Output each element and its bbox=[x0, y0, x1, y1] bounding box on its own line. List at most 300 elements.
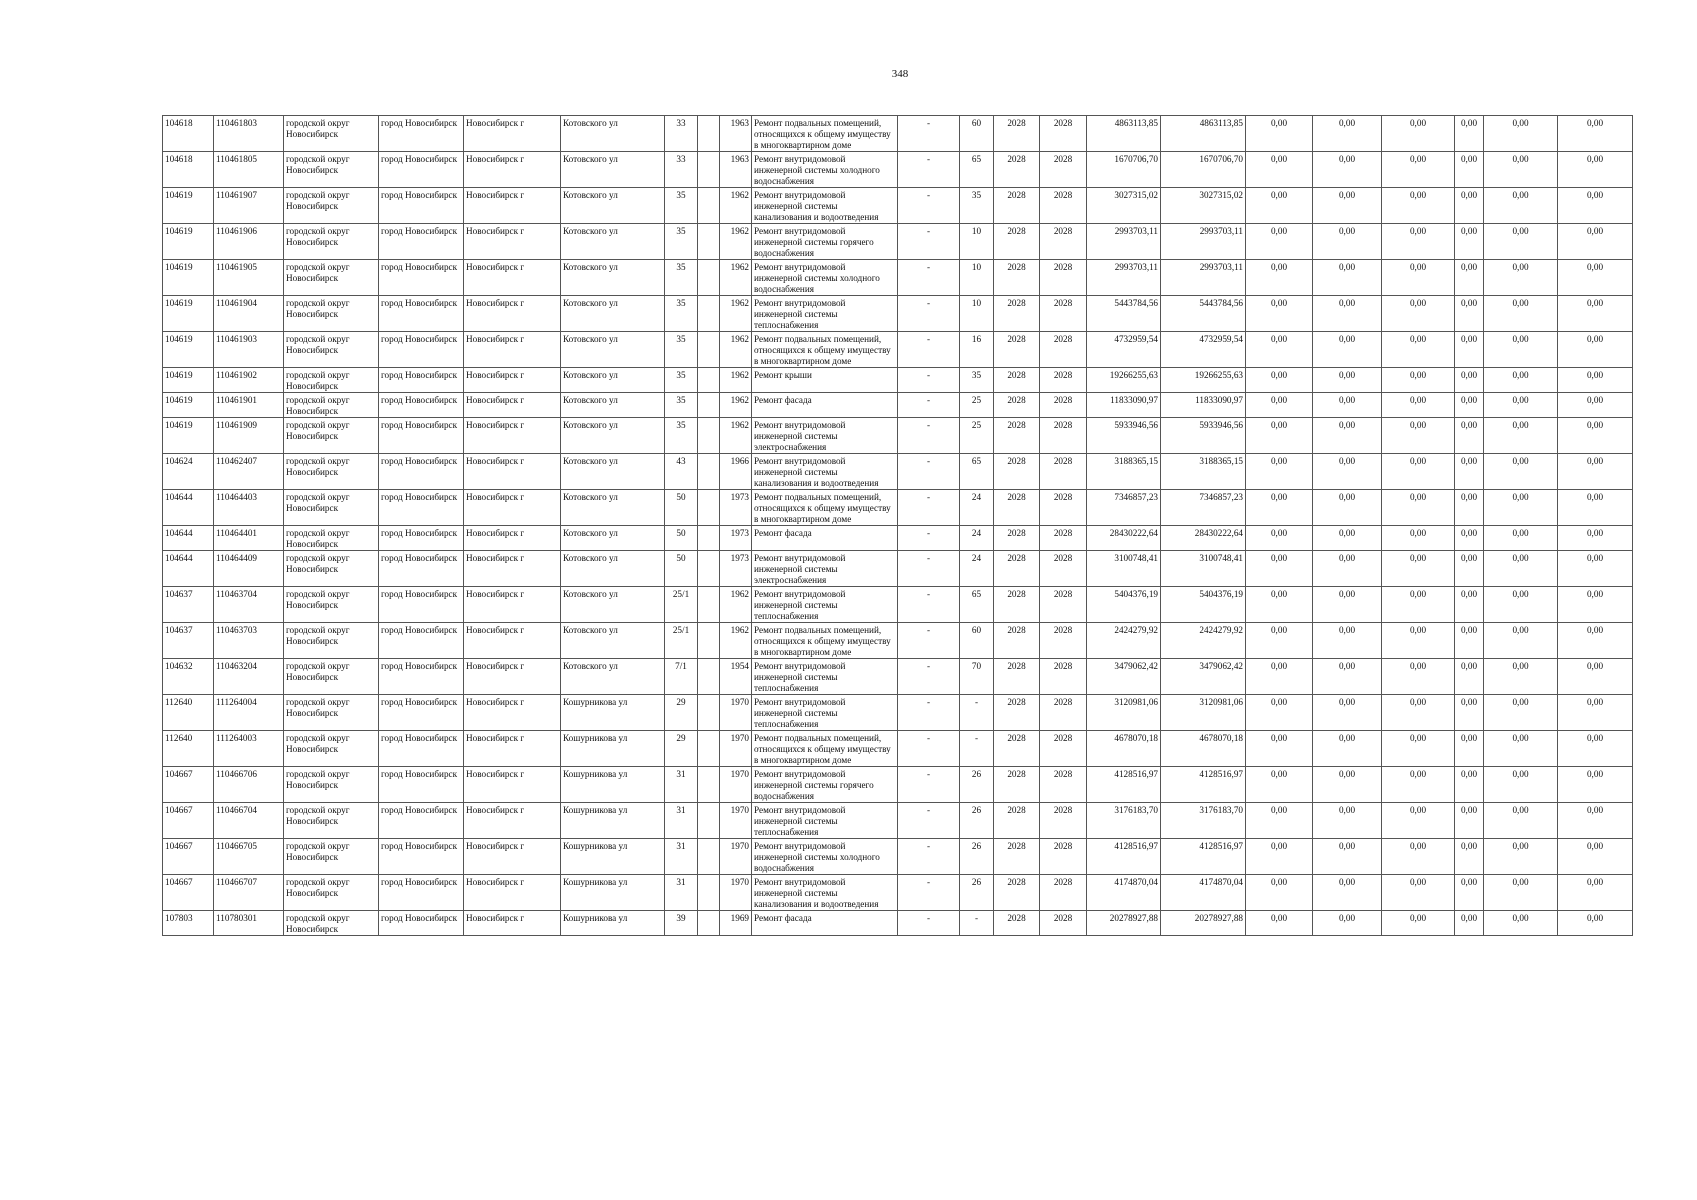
owners-other-cell: 0,00 bbox=[1455, 587, 1484, 623]
object-id-cell: 104667 bbox=[163, 803, 214, 839]
budget-federal-cell: 0,00 bbox=[1246, 454, 1313, 490]
budget-regional-cell: 0,00 bbox=[1313, 116, 1382, 152]
reserve-mark-cell: - bbox=[898, 260, 960, 296]
budget-local-cell: 0,00 bbox=[1382, 454, 1455, 490]
plan-year-cell: 2028 bbox=[994, 368, 1040, 393]
amount-reserve-cell: 0,00 bbox=[1558, 551, 1633, 587]
fund-cost-cell: 2424279,92 bbox=[1161, 623, 1246, 659]
total-cost-cell: 4174870,04 bbox=[1087, 875, 1161, 911]
plan-year-cell: 2028 bbox=[994, 551, 1040, 587]
object-id-cell: 104619 bbox=[163, 332, 214, 368]
street-cell: Котовского ул bbox=[561, 260, 665, 296]
street-cell: Кошурникова ул bbox=[561, 911, 665, 936]
amount-reserve-cell: 0,00 bbox=[1558, 803, 1633, 839]
amount-reserve-cell: 0,00 bbox=[1558, 875, 1633, 911]
budget-regional-cell: 0,00 bbox=[1313, 695, 1382, 731]
plan-year-cell: 2028 bbox=[994, 188, 1040, 224]
budget-regional-cell: 0,00 bbox=[1313, 875, 1382, 911]
fact-year-cell: 2028 bbox=[1040, 623, 1087, 659]
object-id-cell: 104619 bbox=[163, 188, 214, 224]
owners-other-cell: 0,00 bbox=[1455, 296, 1484, 332]
owners-other-cell: 0,00 bbox=[1455, 368, 1484, 393]
house-number-cell: 31 bbox=[665, 839, 698, 875]
table-body bbox=[163, 116, 1633, 936]
work-type-cell: Ремонт внутридомовой инженерной системы электроснабжения bbox=[752, 418, 898, 454]
total-cost-cell: 3120981,06 bbox=[1087, 695, 1161, 731]
fact-year-cell: 2028 bbox=[1040, 393, 1087, 418]
settlement-cell: город Новосибирск bbox=[379, 839, 464, 875]
building-letter-cell bbox=[698, 224, 720, 260]
plan-year-cell: 2028 bbox=[994, 767, 1040, 803]
budget-federal-cell: 0,00 bbox=[1246, 393, 1313, 418]
building-letter-cell bbox=[698, 368, 720, 393]
table-row bbox=[163, 368, 1633, 393]
amount-extra-cell: 0,00 bbox=[1484, 368, 1558, 393]
amount-extra-cell: 0,00 bbox=[1484, 188, 1558, 224]
object-id-cell: 104644 bbox=[163, 490, 214, 526]
reserve-mark-cell: - bbox=[898, 224, 960, 260]
fact-year-cell: 2028 bbox=[1040, 731, 1087, 767]
budget-federal-cell: 0,00 bbox=[1246, 731, 1313, 767]
amount-extra-cell: 0,00 bbox=[1484, 454, 1558, 490]
wear-percent-cell: 65 bbox=[960, 587, 994, 623]
city-cell: Новосибирск г bbox=[464, 368, 561, 393]
street-cell: Котовского ул bbox=[561, 418, 665, 454]
municipal-district-cell: городской округ Новосибирск bbox=[284, 490, 379, 526]
owners-other-cell: 0,00 bbox=[1455, 551, 1484, 587]
building-letter-cell bbox=[698, 839, 720, 875]
total-cost-cell: 3188365,15 bbox=[1087, 454, 1161, 490]
settlement-cell: город Новосибирск bbox=[379, 911, 464, 936]
building-letter-cell bbox=[698, 767, 720, 803]
city-cell: Новосибирск г bbox=[464, 659, 561, 695]
work-type-cell: Ремонт внутридомовой инженерной системы горячего водоснабжения bbox=[752, 224, 898, 260]
wear-percent-cell: 24 bbox=[960, 551, 994, 587]
fund-cost-cell: 4128516,97 bbox=[1161, 839, 1246, 875]
amount-reserve-cell: 0,00 bbox=[1558, 116, 1633, 152]
budget-federal-cell: 0,00 bbox=[1246, 368, 1313, 393]
owners-other-cell: 0,00 bbox=[1455, 623, 1484, 659]
budget-regional-cell: 0,00 bbox=[1313, 623, 1382, 659]
building-letter-cell bbox=[698, 911, 720, 936]
record-code-cell: 110464409 bbox=[214, 551, 284, 587]
building-letter-cell bbox=[698, 803, 720, 839]
fact-year-cell: 2028 bbox=[1040, 188, 1087, 224]
record-code-cell: 110461803 bbox=[214, 116, 284, 152]
amount-reserve-cell: 0,00 bbox=[1558, 368, 1633, 393]
record-code-cell: 110466706 bbox=[214, 767, 284, 803]
city-cell: Новосибирск г bbox=[464, 767, 561, 803]
settlement-cell: город Новосибирск bbox=[379, 188, 464, 224]
wear-percent-cell: - bbox=[960, 731, 994, 767]
settlement-cell: город Новосибирск bbox=[379, 393, 464, 418]
amount-extra-cell: 0,00 bbox=[1484, 152, 1558, 188]
fact-year-cell: 2028 bbox=[1040, 260, 1087, 296]
amount-extra-cell: 0,00 bbox=[1484, 803, 1558, 839]
fact-year-cell: 2028 bbox=[1040, 490, 1087, 526]
table-row bbox=[163, 393, 1633, 418]
table-row bbox=[163, 418, 1633, 454]
city-cell: Новосибирск г bbox=[464, 393, 561, 418]
house-number-cell: 35 bbox=[665, 224, 698, 260]
record-code-cell: 110461901 bbox=[214, 393, 284, 418]
fund-cost-cell: 28430222,64 bbox=[1161, 526, 1246, 551]
municipal-district-cell: городской округ Новосибирск bbox=[284, 767, 379, 803]
work-type-cell: Ремонт подвальных помещений, относящихся к общему имуществу в многоквартирном доме bbox=[752, 332, 898, 368]
amount-reserve-cell: 0,00 bbox=[1558, 911, 1633, 936]
settlement-cell: город Новосибирск bbox=[379, 803, 464, 839]
object-id-cell: 104619 bbox=[163, 224, 214, 260]
total-cost-cell: 4678070,18 bbox=[1087, 731, 1161, 767]
settlement-cell: город Новосибирск bbox=[379, 490, 464, 526]
object-id-cell: 104644 bbox=[163, 526, 214, 551]
fund-cost-cell: 5443784,56 bbox=[1161, 296, 1246, 332]
fact-year-cell: 2028 bbox=[1040, 695, 1087, 731]
budget-regional-cell: 0,00 bbox=[1313, 188, 1382, 224]
house-number-cell: 29 bbox=[665, 695, 698, 731]
owners-other-cell: 0,00 bbox=[1455, 911, 1484, 936]
table-row bbox=[163, 623, 1633, 659]
budget-regional-cell: 0,00 bbox=[1313, 152, 1382, 188]
building-letter-cell bbox=[698, 659, 720, 695]
budget-regional-cell: 0,00 bbox=[1313, 332, 1382, 368]
amount-reserve-cell: 0,00 bbox=[1558, 623, 1633, 659]
owners-other-cell: 0,00 bbox=[1455, 731, 1484, 767]
table-row bbox=[163, 551, 1633, 587]
reserve-mark-cell: - bbox=[898, 695, 960, 731]
table-row bbox=[163, 454, 1633, 490]
wear-percent-cell: 65 bbox=[960, 152, 994, 188]
amount-extra-cell: 0,00 bbox=[1484, 116, 1558, 152]
amount-extra-cell: 0,00 bbox=[1484, 587, 1558, 623]
work-type-cell: Ремонт фасада bbox=[752, 911, 898, 936]
budget-local-cell: 0,00 bbox=[1382, 188, 1455, 224]
total-cost-cell: 4128516,97 bbox=[1087, 839, 1161, 875]
reserve-mark-cell: - bbox=[898, 418, 960, 454]
amount-extra-cell: 0,00 bbox=[1484, 731, 1558, 767]
build-year-cell: 1962 bbox=[720, 393, 752, 418]
wear-percent-cell: 65 bbox=[960, 454, 994, 490]
budget-local-cell: 0,00 bbox=[1382, 224, 1455, 260]
owners-other-cell: 0,00 bbox=[1455, 260, 1484, 296]
municipal-district-cell: городской округ Новосибирск bbox=[284, 224, 379, 260]
amount-extra-cell: 0,00 bbox=[1484, 260, 1558, 296]
building-letter-cell bbox=[698, 551, 720, 587]
building-letter-cell bbox=[698, 526, 720, 551]
table-row bbox=[163, 875, 1633, 911]
street-cell: Котовского ул bbox=[561, 393, 665, 418]
budget-federal-cell: 0,00 bbox=[1246, 526, 1313, 551]
total-cost-cell: 1670706,70 bbox=[1087, 152, 1161, 188]
fund-cost-cell: 2993703,11 bbox=[1161, 224, 1246, 260]
reserve-mark-cell: - bbox=[898, 839, 960, 875]
plan-year-cell: 2028 bbox=[994, 695, 1040, 731]
house-number-cell: 31 bbox=[665, 767, 698, 803]
amount-reserve-cell: 0,00 bbox=[1558, 526, 1633, 551]
street-cell: Котовского ул bbox=[561, 368, 665, 393]
house-number-cell: 35 bbox=[665, 418, 698, 454]
budget-local-cell: 0,00 bbox=[1382, 490, 1455, 526]
fact-year-cell: 2028 bbox=[1040, 911, 1087, 936]
budget-regional-cell: 0,00 bbox=[1313, 839, 1382, 875]
plan-year-cell: 2028 bbox=[994, 260, 1040, 296]
municipal-district-cell: городской округ Новосибирск bbox=[284, 659, 379, 695]
settlement-cell: город Новосибирск bbox=[379, 767, 464, 803]
budget-local-cell: 0,00 bbox=[1382, 803, 1455, 839]
record-code-cell: 110461909 bbox=[214, 418, 284, 454]
reserve-mark-cell: - bbox=[898, 875, 960, 911]
object-id-cell: 104619 bbox=[163, 393, 214, 418]
fund-cost-cell: 4863113,85 bbox=[1161, 116, 1246, 152]
settlement-cell: город Новосибирск bbox=[379, 260, 464, 296]
reserve-mark-cell: - bbox=[898, 911, 960, 936]
object-id-cell: 104618 bbox=[163, 152, 214, 188]
total-cost-cell: 7346857,23 bbox=[1087, 490, 1161, 526]
house-number-cell: 50 bbox=[665, 551, 698, 587]
city-cell: Новосибирск г bbox=[464, 454, 561, 490]
build-year-cell: 1966 bbox=[720, 454, 752, 490]
fund-cost-cell: 20278927,88 bbox=[1161, 911, 1246, 936]
fund-cost-cell: 5404376,19 bbox=[1161, 587, 1246, 623]
record-code-cell: 110461906 bbox=[214, 224, 284, 260]
building-letter-cell bbox=[698, 393, 720, 418]
budget-federal-cell: 0,00 bbox=[1246, 551, 1313, 587]
budget-local-cell: 0,00 bbox=[1382, 418, 1455, 454]
city-cell: Новосибирск г bbox=[464, 911, 561, 936]
budget-federal-cell: 0,00 bbox=[1246, 260, 1313, 296]
record-code-cell: 110466704 bbox=[214, 803, 284, 839]
fact-year-cell: 2028 bbox=[1040, 418, 1087, 454]
settlement-cell: город Новосибирск bbox=[379, 623, 464, 659]
house-number-cell: 31 bbox=[665, 875, 698, 911]
building-letter-cell bbox=[698, 731, 720, 767]
plan-year-cell: 2028 bbox=[994, 911, 1040, 936]
settlement-cell: город Новосибирск bbox=[379, 695, 464, 731]
budget-local-cell: 0,00 bbox=[1382, 393, 1455, 418]
table-row bbox=[163, 911, 1633, 936]
budget-federal-cell: 0,00 bbox=[1246, 623, 1313, 659]
table-row bbox=[163, 152, 1633, 188]
municipal-district-cell: городской округ Новосибирск bbox=[284, 875, 379, 911]
page-number: 348 bbox=[891, 68, 909, 80]
total-cost-cell: 5443784,56 bbox=[1087, 296, 1161, 332]
amount-reserve-cell: 0,00 bbox=[1558, 767, 1633, 803]
reserve-mark-cell: - bbox=[898, 332, 960, 368]
budget-local-cell: 0,00 bbox=[1382, 116, 1455, 152]
budget-regional-cell: 0,00 bbox=[1313, 418, 1382, 454]
build-year-cell: 1962 bbox=[720, 332, 752, 368]
building-letter-cell bbox=[698, 116, 720, 152]
reserve-mark-cell: - bbox=[898, 731, 960, 767]
total-cost-cell: 2993703,11 bbox=[1087, 260, 1161, 296]
fund-cost-cell: 11833090,97 bbox=[1161, 393, 1246, 418]
object-id-cell: 104624 bbox=[163, 454, 214, 490]
amount-extra-cell: 0,00 bbox=[1484, 839, 1558, 875]
amount-reserve-cell: 0,00 bbox=[1558, 839, 1633, 875]
building-letter-cell bbox=[698, 490, 720, 526]
reserve-mark-cell: - bbox=[898, 659, 960, 695]
owners-other-cell: 0,00 bbox=[1455, 659, 1484, 695]
municipal-district-cell: городской округ Новосибирск bbox=[284, 454, 379, 490]
work-type-cell: Ремонт подвальных помещений, относящихся к общему имуществу в многоквартирном доме bbox=[752, 490, 898, 526]
building-letter-cell bbox=[698, 695, 720, 731]
settlement-cell: город Новосибирск bbox=[379, 526, 464, 551]
build-year-cell: 1970 bbox=[720, 803, 752, 839]
table-row bbox=[163, 659, 1633, 695]
plan-year-cell: 2028 bbox=[994, 875, 1040, 911]
city-cell: Новосибирск г bbox=[464, 418, 561, 454]
municipal-district-cell: городской округ Новосибирск bbox=[284, 587, 379, 623]
reserve-mark-cell: - bbox=[898, 454, 960, 490]
amount-extra-cell: 0,00 bbox=[1484, 551, 1558, 587]
budget-regional-cell: 0,00 bbox=[1313, 526, 1382, 551]
table-row bbox=[163, 731, 1633, 767]
owners-other-cell: 0,00 bbox=[1455, 803, 1484, 839]
record-code-cell: 110463204 bbox=[214, 659, 284, 695]
house-number-cell: 43 bbox=[665, 454, 698, 490]
building-letter-cell bbox=[698, 188, 720, 224]
street-cell: Кошурникова ул bbox=[561, 767, 665, 803]
total-cost-cell: 28430222,64 bbox=[1087, 526, 1161, 551]
record-code-cell: 110461905 bbox=[214, 260, 284, 296]
fact-year-cell: 2028 bbox=[1040, 224, 1087, 260]
object-id-cell: 107803 bbox=[163, 911, 214, 936]
total-cost-cell: 20278927,88 bbox=[1087, 911, 1161, 936]
budget-local-cell: 0,00 bbox=[1382, 731, 1455, 767]
budget-local-cell: 0,00 bbox=[1382, 623, 1455, 659]
object-id-cell: 112640 bbox=[163, 731, 214, 767]
fund-cost-cell: 1670706,70 bbox=[1161, 152, 1246, 188]
build-year-cell: 1962 bbox=[720, 623, 752, 659]
plan-year-cell: 2028 bbox=[994, 623, 1040, 659]
building-letter-cell bbox=[698, 454, 720, 490]
total-cost-cell: 4732959,54 bbox=[1087, 332, 1161, 368]
budget-federal-cell: 0,00 bbox=[1246, 875, 1313, 911]
amount-extra-cell: 0,00 bbox=[1484, 911, 1558, 936]
city-cell: Новосибирск г bbox=[464, 490, 561, 526]
wear-percent-cell: - bbox=[960, 911, 994, 936]
budget-federal-cell: 0,00 bbox=[1246, 188, 1313, 224]
owners-other-cell: 0,00 bbox=[1455, 526, 1484, 551]
fact-year-cell: 2028 bbox=[1040, 659, 1087, 695]
reserve-mark-cell: - bbox=[898, 767, 960, 803]
settlement-cell: город Новосибирск bbox=[379, 224, 464, 260]
fund-cost-cell: 7346857,23 bbox=[1161, 490, 1246, 526]
budget-federal-cell: 0,00 bbox=[1246, 695, 1313, 731]
house-number-cell: 33 bbox=[665, 116, 698, 152]
wear-percent-cell: 70 bbox=[960, 659, 994, 695]
budget-federal-cell: 0,00 bbox=[1246, 911, 1313, 936]
plan-year-cell: 2028 bbox=[994, 152, 1040, 188]
fact-year-cell: 2028 bbox=[1040, 368, 1087, 393]
table-row bbox=[163, 803, 1633, 839]
city-cell: Новосибирск г bbox=[464, 587, 561, 623]
work-type-cell: Ремонт внутридомовой инженерной системы теплоснабжения bbox=[752, 695, 898, 731]
street-cell: Котовского ул bbox=[561, 332, 665, 368]
city-cell: Новосибирск г bbox=[464, 875, 561, 911]
municipal-district-cell: городской округ Новосибирск bbox=[284, 332, 379, 368]
municipal-district-cell: городской округ Новосибирск bbox=[284, 526, 379, 551]
amount-extra-cell: 0,00 bbox=[1484, 767, 1558, 803]
plan-year-cell: 2028 bbox=[994, 116, 1040, 152]
build-year-cell: 1970 bbox=[720, 731, 752, 767]
wear-percent-cell: 26 bbox=[960, 875, 994, 911]
city-cell: Новосибирск г bbox=[464, 296, 561, 332]
plan-year-cell: 2028 bbox=[994, 803, 1040, 839]
street-cell: Котовского ул bbox=[561, 490, 665, 526]
build-year-cell: 1973 bbox=[720, 551, 752, 587]
plan-year-cell: 2028 bbox=[994, 393, 1040, 418]
table-row bbox=[163, 296, 1633, 332]
fact-year-cell: 2028 bbox=[1040, 551, 1087, 587]
object-id-cell: 104637 bbox=[163, 587, 214, 623]
wear-percent-cell: 25 bbox=[960, 418, 994, 454]
amount-extra-cell: 0,00 bbox=[1484, 393, 1558, 418]
fund-cost-cell: 3479062,42 bbox=[1161, 659, 1246, 695]
budget-federal-cell: 0,00 bbox=[1246, 418, 1313, 454]
amount-reserve-cell: 0,00 bbox=[1558, 260, 1633, 296]
amount-extra-cell: 0,00 bbox=[1484, 623, 1558, 659]
amount-extra-cell: 0,00 bbox=[1484, 526, 1558, 551]
budget-federal-cell: 0,00 bbox=[1246, 332, 1313, 368]
building-letter-cell bbox=[698, 418, 720, 454]
record-code-cell: 111264004 bbox=[214, 695, 284, 731]
house-number-cell: 31 bbox=[665, 803, 698, 839]
work-type-cell: Ремонт фасада bbox=[752, 526, 898, 551]
plan-year-cell: 2028 bbox=[994, 731, 1040, 767]
work-type-cell: Ремонт внутридомовой инженерной системы теплоснабжения bbox=[752, 803, 898, 839]
city-cell: Новосибирск г bbox=[464, 116, 561, 152]
table-row bbox=[163, 490, 1633, 526]
wear-percent-cell: 16 bbox=[960, 332, 994, 368]
fact-year-cell: 2028 bbox=[1040, 875, 1087, 911]
work-type-cell: Ремонт внутридомовой инженерной системы холодного водоснабжения bbox=[752, 839, 898, 875]
street-cell: Котовского ул bbox=[561, 224, 665, 260]
build-year-cell: 1973 bbox=[720, 526, 752, 551]
house-number-cell: 7/1 bbox=[665, 659, 698, 695]
budget-regional-cell: 0,00 bbox=[1313, 731, 1382, 767]
street-cell: Кошурникова ул bbox=[561, 839, 665, 875]
amount-extra-cell: 0,00 bbox=[1484, 490, 1558, 526]
owners-other-cell: 0,00 bbox=[1455, 116, 1484, 152]
settlement-cell: город Новосибирск bbox=[379, 296, 464, 332]
object-id-cell: 104619 bbox=[163, 260, 214, 296]
object-id-cell: 104667 bbox=[163, 767, 214, 803]
house-number-cell: 35 bbox=[665, 188, 698, 224]
work-type-cell: Ремонт крыши bbox=[752, 368, 898, 393]
house-number-cell: 33 bbox=[665, 152, 698, 188]
house-number-cell: 50 bbox=[665, 526, 698, 551]
plan-year-cell: 2028 bbox=[994, 418, 1040, 454]
amount-reserve-cell: 0,00 bbox=[1558, 332, 1633, 368]
budget-federal-cell: 0,00 bbox=[1246, 839, 1313, 875]
wear-percent-cell: 60 bbox=[960, 116, 994, 152]
budget-local-cell: 0,00 bbox=[1382, 296, 1455, 332]
municipal-district-cell: городской округ Новосибирск bbox=[284, 839, 379, 875]
wear-percent-cell: 35 bbox=[960, 368, 994, 393]
work-type-cell: Ремонт подвальных помещений, относящихся к общему имуществу в многоквартирном доме bbox=[752, 116, 898, 152]
amount-extra-cell: 0,00 bbox=[1484, 875, 1558, 911]
municipal-district-cell: городской округ Новосибирск bbox=[284, 260, 379, 296]
reserve-mark-cell: - bbox=[898, 587, 960, 623]
municipal-district-cell: городской округ Новосибирск bbox=[284, 296, 379, 332]
object-id-cell: 104667 bbox=[163, 875, 214, 911]
house-number-cell: 35 bbox=[665, 296, 698, 332]
fact-year-cell: 2028 bbox=[1040, 454, 1087, 490]
settlement-cell: город Новосибирск bbox=[379, 454, 464, 490]
record-code-cell: 110462407 bbox=[214, 454, 284, 490]
fund-cost-cell: 3188365,15 bbox=[1161, 454, 1246, 490]
